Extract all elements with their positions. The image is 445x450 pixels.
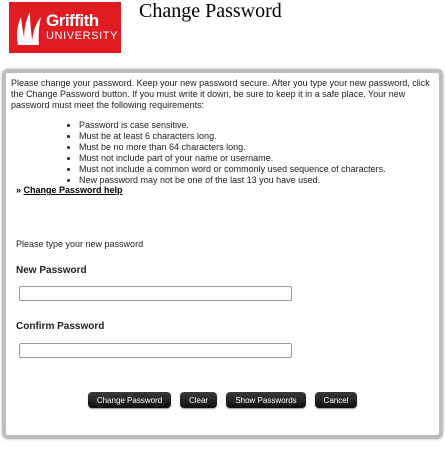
change-password-help-link[interactable]: Change Password help — [23, 185, 123, 195]
help-arrow: » — [16, 185, 24, 195]
logo-wordmark: Griffith — [46, 11, 99, 30]
confirm-password-field[interactable] — [19, 343, 292, 358]
requirement-item: • Password is case sensitive. — [79, 120, 386, 131]
requirement-item: • Must be at least 6 characters long. — [79, 131, 386, 142]
show-passwords-button[interactable]: Show Passwords — [226, 392, 306, 408]
form-prompt: Please type your new password — [16, 239, 144, 249]
requirement-item: • Must not include part of your name or username. — [79, 153, 386, 164]
griffith-logo — [9, 2, 121, 53]
requirement-item: • Must not include a common word or commonly used sequence of characters. — [79, 164, 386, 175]
change-password-panel — [2, 69, 443, 439]
change-password-button[interactable]: Change Password — [88, 392, 171, 408]
griffith-flame-icon — [15, 11, 45, 45]
requirement-item: • New password may not be one of the last 13 you have used. — [79, 175, 386, 186]
page-title: Change Password — [139, 0, 282, 22]
confirm-password-label: Confirm Password — [16, 321, 105, 332]
help-row — [16, 185, 123, 195]
new-password-field[interactable] — [19, 286, 292, 301]
cancel-button[interactable]: Cancel — [315, 392, 357, 408]
clear-button[interactable]: Clear — [180, 392, 217, 408]
requirements-list — [68, 120, 386, 186]
instructions-text: Please change your password. Keep your new password secure. After you type your new password, click the Change Password button. If you must write it down, be sure to keep it in a safe place. Your new password must meet the following requirements: — [11, 78, 430, 110]
logo-subtitle: UNIVERSITY — [46, 30, 119, 42]
new-password-label: New Password — [16, 265, 87, 276]
requirement-item: • Must be no more than 64 characters long. — [79, 142, 386, 153]
